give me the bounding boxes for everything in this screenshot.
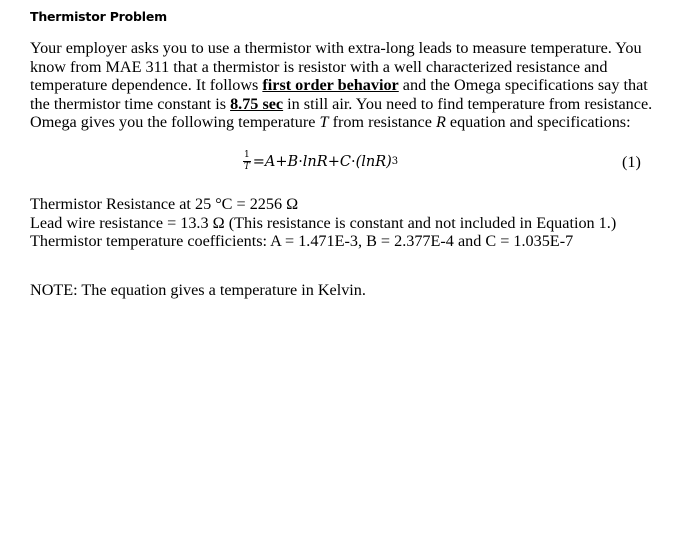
problem-description	[30, 39, 660, 132]
variable-T: T	[319, 113, 329, 132]
equation-number: (1)	[622, 153, 641, 171]
equation-B: B	[287, 153, 299, 170]
equation-lnR-2: (lnR)	[355, 153, 392, 170]
equation-plus-1: +	[275, 153, 288, 170]
time-constant-emphasis: 8.75 sec	[230, 94, 284, 113]
variable-R: R	[435, 113, 446, 132]
equation-fraction	[243, 151, 251, 172]
line4-text-c: in still air. You need to find temperature from resistance.	[283, 94, 653, 113]
description-line-5	[30, 113, 660, 132]
equation-A: A	[264, 153, 276, 170]
equation-C: C	[339, 153, 351, 170]
line5-text-b: from resistance	[328, 113, 436, 132]
first-order-behavior-emphasis: first order behavior	[262, 76, 399, 95]
line5-text-c: equation and specifications:	[445, 113, 631, 132]
fraction-numerator: 1	[244, 150, 250, 160]
line3-text-c: and the Omega specifications say that	[398, 76, 648, 95]
equation-dot-1: ·	[298, 153, 303, 170]
kelvin-note: NOTE: The equation gives a temperature in Kelvin.	[30, 281, 366, 299]
spec-coefficients: Thermistor temperature coefficients: A = 1.471E-3, B = 2.377E-4 and C = 1.035E-7	[30, 232, 574, 251]
equation-lnR-1: lnR	[302, 153, 328, 170]
spec-lead-wire: Lead wire resistance = 13.3 Ω (This resistance is constant and not included in Equation 1.)	[30, 213, 617, 232]
thermistor-specifications	[30, 195, 616, 251]
spec-resistance: Thermistor Resistance at 25 °C = 2256 Ω	[30, 195, 299, 213]
equation-dot-2: ·	[350, 153, 356, 170]
fraction-denominator: T	[243, 162, 250, 172]
description-line-1: Your employer asks you to use a thermistor with extra-long leads to measure temperature. You	[30, 39, 642, 57]
problem-title: Thermistor Problem	[30, 9, 167, 24]
steinhart-hart-equation: $\frac{1}{T}$ = A + B · lnR + C · (lnR) 3	[243, 150, 399, 172]
equation-plus-2: +	[327, 153, 340, 170]
line4-text-a: the thermistor time constant is	[30, 94, 231, 113]
description-line-4	[30, 95, 660, 114]
description-line-2: know from MAE 311 that a thermistor is resistor with a well characterized resistance and	[30, 57, 608, 76]
description-line-3	[30, 76, 660, 95]
line3-text-a: temperature dependence. It follows	[30, 76, 263, 95]
equation-equals: =	[252, 153, 265, 170]
line5-text-a: Omega gives you the following temperature	[30, 113, 320, 132]
